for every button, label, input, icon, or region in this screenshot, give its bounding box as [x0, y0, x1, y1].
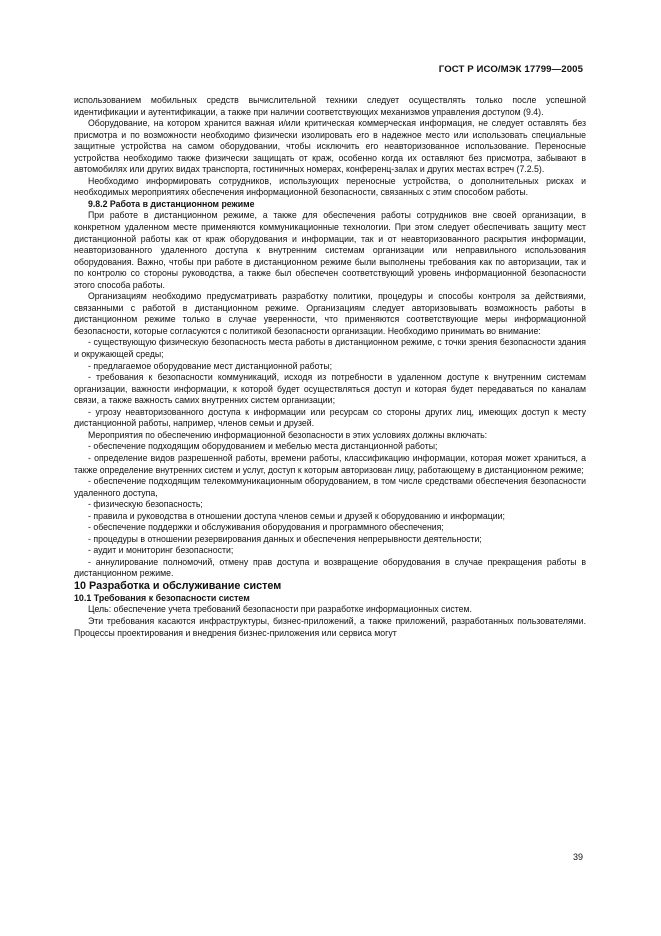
- list-item: - существующую физическую безопасность места работы в дистанционном режиме, с точки зрения безопасности здания и окружающей среды;: [74, 337, 586, 360]
- list-item: - обеспечение подходящим оборудованием и мебелью места дистанционной работы;: [88, 441, 438, 452]
- list-item: - физическую безопасность;: [88, 499, 203, 510]
- paragraph-goal: Цель: обеспечение учета требований безопасности при разработке информационных систем.: [88, 604, 472, 615]
- paragraph-remote-policy: Организациям необходимо предусматривать разработку политики, процедуры и способы контроля за действиями, связанными с работой в дистанционном режиме. Организациям следует авторизовывать возможность работы в дистанционном режиме только в случае уверенности, что применяются соответствующие меры информационной безопасности, которые согласуются с политикой безопасности организации. Необходимо принимать во внимание:: [74, 291, 586, 336]
- subsection-heading: 10.1 Требования к безопасности систем: [74, 592, 250, 603]
- list-item: - правила и руководства в отношении доступа членов семьи и друзей к оборудованию и информации;: [88, 510, 505, 521]
- list-item: - требования к безопасности коммуникаций, исходя из потребности в удаленном доступе к внутренним системам организации, важности информации, к которой будет осуществляться доступ и которая будет передаваться по каналам связи, а также важность самих внутренних систем организации;: [74, 372, 586, 406]
- list-item: - обеспечение поддержки и обслуживания оборудования и программного обеспечения;: [88, 522, 444, 533]
- paragraph-requirements: Эти требования касаются инфраструктуры, бизнес-приложений, а также приложений, разработанных пользователями. Процессы проектирования и внедрения бизнес-приложения или сервиса могут: [74, 616, 586, 638]
- paragraph-mobile-access: использованием мобильных средств вычислительной техники следует осуществлять только после успешной идентификации и аутентификации, а также при наличии соответствующих механизмов управления доступом (9.4).: [74, 95, 586, 117]
- paragraph-inform-staff: Необходимо информировать сотрудников, использующих переносные устройства, о дополнительных рисках и необходимых мероприятиях обеспечения информационной безопасности, связанных с этим способом работы.: [74, 175, 586, 198]
- paragraph-measures: Мероприятия по обеспечению информационной безопасности в этих условиях должны включать:: [88, 429, 488, 440]
- list-item: - угрозу неавторизованного доступа к информации или ресурсам со стороны других лиц, имеющих доступ к месту дистанционной работы, например, членов семьи и друзей.: [74, 406, 586, 429]
- page-body: [74, 95, 586, 639]
- page-number: 39: [572, 852, 583, 862]
- list-item: - обеспечение подходящим телекоммуникационным оборудованием, в том числе средствами обеспечения безопасности удаленного доступа,: [74, 476, 586, 498]
- document-id-header: ГОСТ Р ИСО/МЭК 17799—2005: [438, 64, 583, 75]
- list-item: - предлагаемое оборудование мест дистанционной работы;: [88, 360, 333, 371]
- list-item: - процедуры в отношении резервирования данных и обеспечения непрерывности деятельности;: [88, 533, 482, 544]
- list-item: - аудит и мониторинг безопасности;: [88, 545, 234, 556]
- subheading-remote-work: 9.8.2 Работа в дистанционном режиме: [88, 198, 255, 209]
- list-item: - аннулирование полномочий, отмену прав доступа и возвращение оборудования в случае прекращения работы в дистанционном режиме.: [74, 556, 586, 579]
- paragraph-remote-work: При работе в дистанционном режиме, а также для обеспечения работы сотрудников вне своей организации, в конкретном удаленном месте применяются коммуникационные технологии. При этом следует обеспечивать защиту мест дистанционной работы как от краж оборудования и информации, так и от неавторизованного раскрытия информации, неавторизованного удаленного доступа к внутренним системам организации или неправильного использования оборудования. Важно, чтобы при работе в дистанционном режиме были выполнены требования как по авторизации, так и по контролю со стороны руководства, а также был обеспечен соответствующий уровень информационной безопасности этого способа работы.: [74, 210, 586, 290]
- section-heading: 10 Разработка и обслуживание систем: [74, 579, 282, 592]
- list-item: - определение видов разрешенной работы, времени работы, классификацию информации, которая может храниться, а также определение внутренних систем и услуг, доступ к которым авторизован лицу, работающему в дистанционном режиме;: [74, 452, 586, 475]
- paragraph-equipment: Оборудование, на котором хранится важная и/или критическая коммерческая информация, не следует оставлять без присмотра и по возможности необходимо физически изолировать его в надежное место или использовать специальные защитные устройства на самом оборудовании, чтобы исключить его неавторизованное использование. Переносные устройства необходимо также физически защищать от краж, особенно когда их оставляют без присмотра, забывают в автомобилях или других видах транспорта, гостиничных номерах, конференц-залах и других местах встреч (7.2.5).: [74, 118, 586, 175]
